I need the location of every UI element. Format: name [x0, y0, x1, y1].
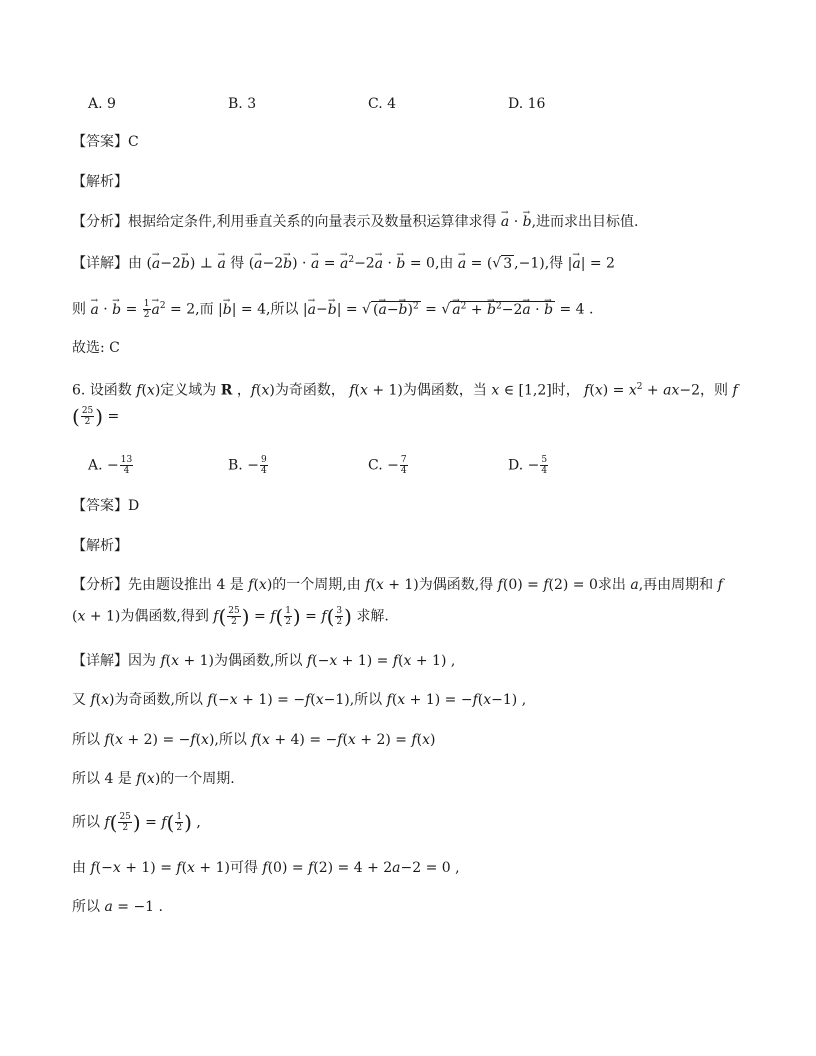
fenxi-text: 为偶函数,得到 [120, 608, 209, 625]
fenxi-text: ,再由周期和 [638, 577, 714, 593]
q6-stem-text: ，则 [699, 382, 728, 399]
q6-detail-line-5: 所以 f( $\frac{25}{2}$ ) = f( $\frac{1}{2}$ ) , [72, 810, 201, 835]
q6-stem-line-1: 6. 设函数 f(x)定义域为 R ，f(x)为奇函数， f(x + 1)为偶函数，当 x ∈ [1,2]时， $f(x) = x^2 + ax-2$，则 f [72, 382, 738, 399]
q5-detail-line-2: 则 → a · → b = $\frac{1}{2}$ → $a^2 = 2$,而 |→ b| = 4,所以 |→ a−→ b| = √ (→ a−→ b)$^2$ = √→ $a^2$ + → $b^2-2\to a$ · → b = 4 . [72, 296, 594, 320]
q5-option-b: B. 3 [228, 96, 257, 112]
detail-text: ,而 [195, 301, 214, 318]
detail-text: 所以 4 是 [72, 771, 132, 787]
q6-analysis-tag: 【解析】 [72, 538, 128, 554]
q5-analysis-tag: 【解析】 [72, 174, 128, 190]
detail-text: ,由 [434, 255, 454, 272]
detail-text: 又 [72, 692, 86, 708]
detail-text: 则 [72, 301, 86, 318]
detail-text: 可得 [229, 860, 258, 876]
fenxi-text: 为偶函数,得 [418, 577, 494, 593]
detail-text: 为奇函数,所以 [114, 692, 203, 708]
detail-text: 的一个周期. [160, 771, 235, 787]
q5-fenxi: 【分析】根据给定条件,利用垂直关系的向量表示及数量积运算律求得 → a · → b,进而求出目标值. [72, 212, 639, 232]
q6-detail-line-4: 所以 4 是 f(x)的一个周期. [72, 771, 235, 787]
q5-option-a: A. 9 [88, 96, 116, 112]
detail-label: 【详解】 [72, 255, 128, 272]
q6-detail-line-7: 所以 a = −1 . [72, 899, 163, 915]
detail-text: 得 [230, 255, 245, 272]
q6-answer: 【答案】D [72, 498, 140, 514]
detail-text: 所以 [72, 814, 100, 831]
q6-option-c: C. − $\frac{7}{4}$ [368, 455, 407, 476]
q6-stem-text: 为奇函数， [274, 382, 345, 399]
detail-text: ,得 [544, 255, 564, 272]
detail-label: 【详解】 [72, 653, 128, 669]
q6-option-a: A. − $\frac{13}{4}$ [88, 455, 133, 476]
fenxi-text: 根据给定条件,利用垂直关系的向量表示及数量积运算律求得 [128, 214, 497, 230]
detail-text: 因为 [128, 653, 156, 669]
detail-text: 所以 [72, 732, 100, 748]
q6-stem-line-2: ( $\frac{25}{2}$ ) = [72, 404, 120, 429]
q6-stem-text: 为偶函数，当 [402, 382, 487, 399]
fenxi-text: 先由题设推出 4 是 [128, 577, 244, 593]
detail-text: ,所以 [349, 692, 383, 708]
q6-fenxi-line-1: 【分析】先由题设推出 4 是 f(x)的一个周期,由 f(x + 1)为偶函数,得 f(0) = f(2) = 0求出 a,再由周期和 f [72, 577, 723, 593]
q5-choose: 故选: C [72, 340, 120, 356]
q6-option-b: B. − $\frac{9}{4}$ [228, 455, 267, 476]
fenxi-text: 的一个周期,由 [272, 577, 361, 593]
fenxi-text-2: ,进而求出目标值. [531, 214, 639, 230]
q6-stem-text: 定义域为 [160, 382, 217, 399]
q6-option-d: D. − $\frac{5}{4}$ [508, 455, 548, 476]
q6-fenxi-line-2: (x + 1)为偶函数,得到 f( $\frac{25}{2}$ ) = f( $\frac{1}{2}$ ) = f( $\frac{3}{2}$ ) 求解. [72, 604, 389, 629]
q5-option-d: D. 16 [508, 96, 546, 112]
q6-detail-line-1: 【详解】因为 f(x + 1)为偶函数,所以 f(−x + 1) = f(x + 1) , [72, 653, 456, 669]
q5-detail-line-1: 【详解】由 (→ a−2→ b) ⊥ → a 得 (→ a−2→ b) · → a = → $a^2-2\to a$ · → b = 0,由 → a = (√ 3 ,−1),得 |→ a| = 2 [72, 250, 615, 274]
q6-detail-line-3: 所以 f(x + 2) = −f(x),所以 f(x + 4) = −f(x + 2) = f(x) [72, 732, 436, 748]
q5-option-c: C. 4 [368, 96, 397, 112]
fenxi-label: 【分析】 [72, 577, 128, 593]
detail-text: 由 [72, 860, 86, 876]
detail-text: 为偶函数,所以 [214, 653, 303, 669]
fenxi-text: 求解. [356, 608, 389, 625]
q6-stem-text: 6. 设函数 [72, 382, 132, 399]
detail-text: ,所以 [266, 301, 299, 318]
detail-text: 所以 [72, 899, 100, 915]
fenxi-label: 【分析】 [72, 214, 128, 230]
q5-answer: 【答案】C [72, 134, 139, 150]
q6-detail-line-2: 又 f(x)为奇函数,所以 f(−x + 1) = −f(x−1),所以 f(x + 1) = −f(x−1) , [72, 692, 527, 708]
fenxi-text: 求出 [597, 577, 626, 593]
q6-detail-line-6: 由 f(−x + 1) = f(x + 1)可得 f(0) = f(2) = 4 + 2a−2 = 0 , [72, 860, 460, 876]
q6-stem-text: 时， [551, 382, 580, 399]
detail-text: 由 [128, 255, 142, 272]
detail-text: ,所以 [214, 732, 247, 748]
